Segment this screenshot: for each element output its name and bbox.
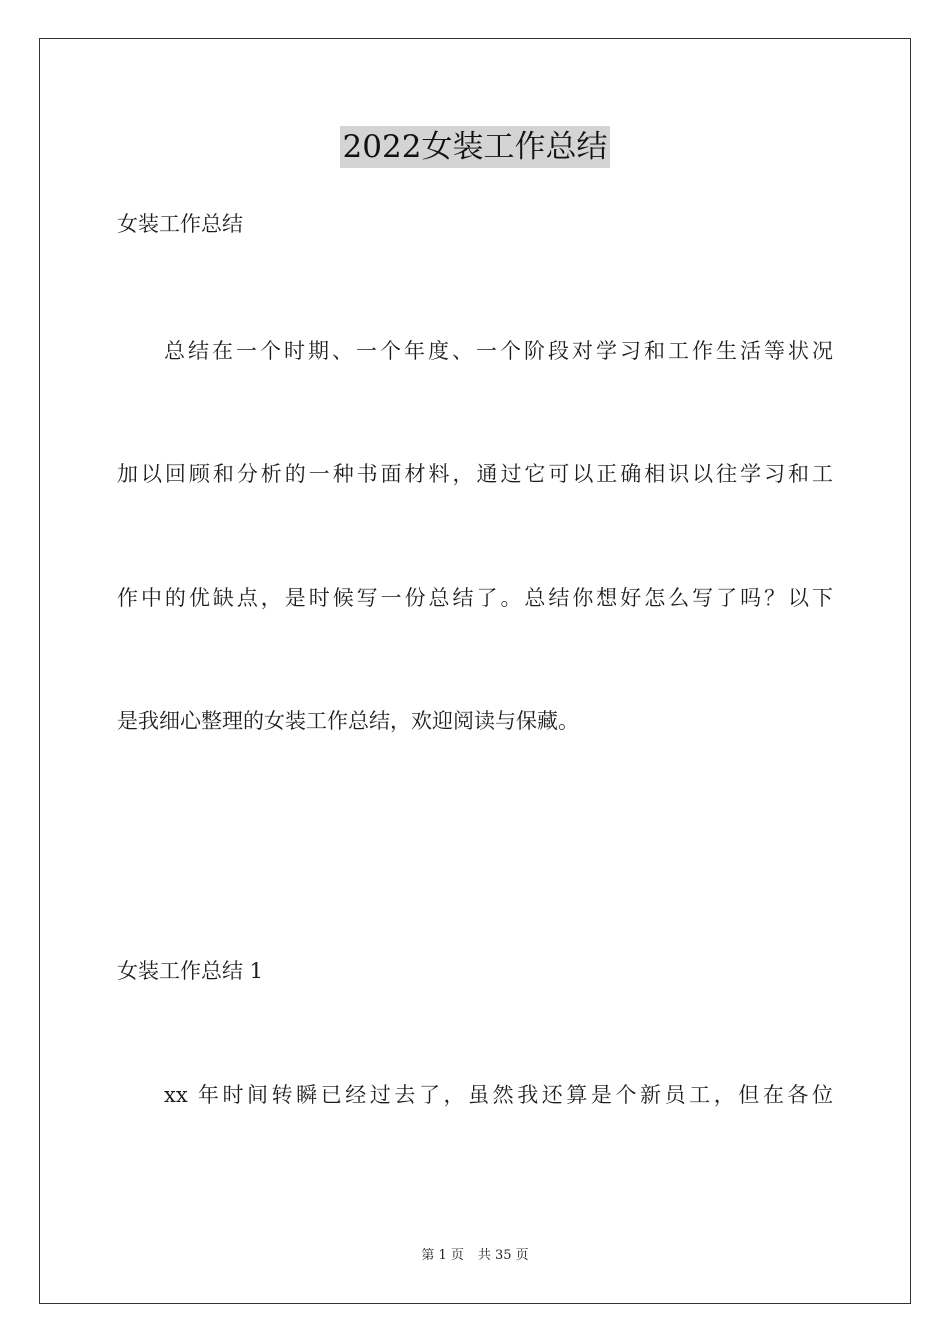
intro-paragraph-line-1: 总结在一个时期、一个年度、一个阶段对学习和工作生活等状况 xyxy=(164,339,833,363)
intro-paragraph-line-4: 是我细心整理的女装工作总结，欢迎阅读与保藏。 xyxy=(117,709,579,733)
page-number: 第 1 页 xyxy=(421,1248,464,1263)
section-paragraph-line-1: xx 年时间转瞬已经过去了，虽然我还算是个新员工，但在各位 xyxy=(164,1083,833,1107)
page-footer xyxy=(0,1246,950,1266)
intro-paragraph-line-3: 作中的优缺点，是时候写一份总结了。总结你想好怎么写了吗？以下 xyxy=(117,586,833,610)
document-subtitle: 女装工作总结 xyxy=(117,212,243,236)
page-total: 共 35 页 xyxy=(477,1248,529,1263)
document-title: 2022女装工作总结 xyxy=(340,126,611,168)
title-container xyxy=(0,126,950,168)
intro-paragraph-line-2: 加以回顾和分析的一种书面材料，通过它可以正确相识以往学习和工 xyxy=(117,462,833,486)
section-heading: 女装工作总结 1 xyxy=(117,959,264,983)
